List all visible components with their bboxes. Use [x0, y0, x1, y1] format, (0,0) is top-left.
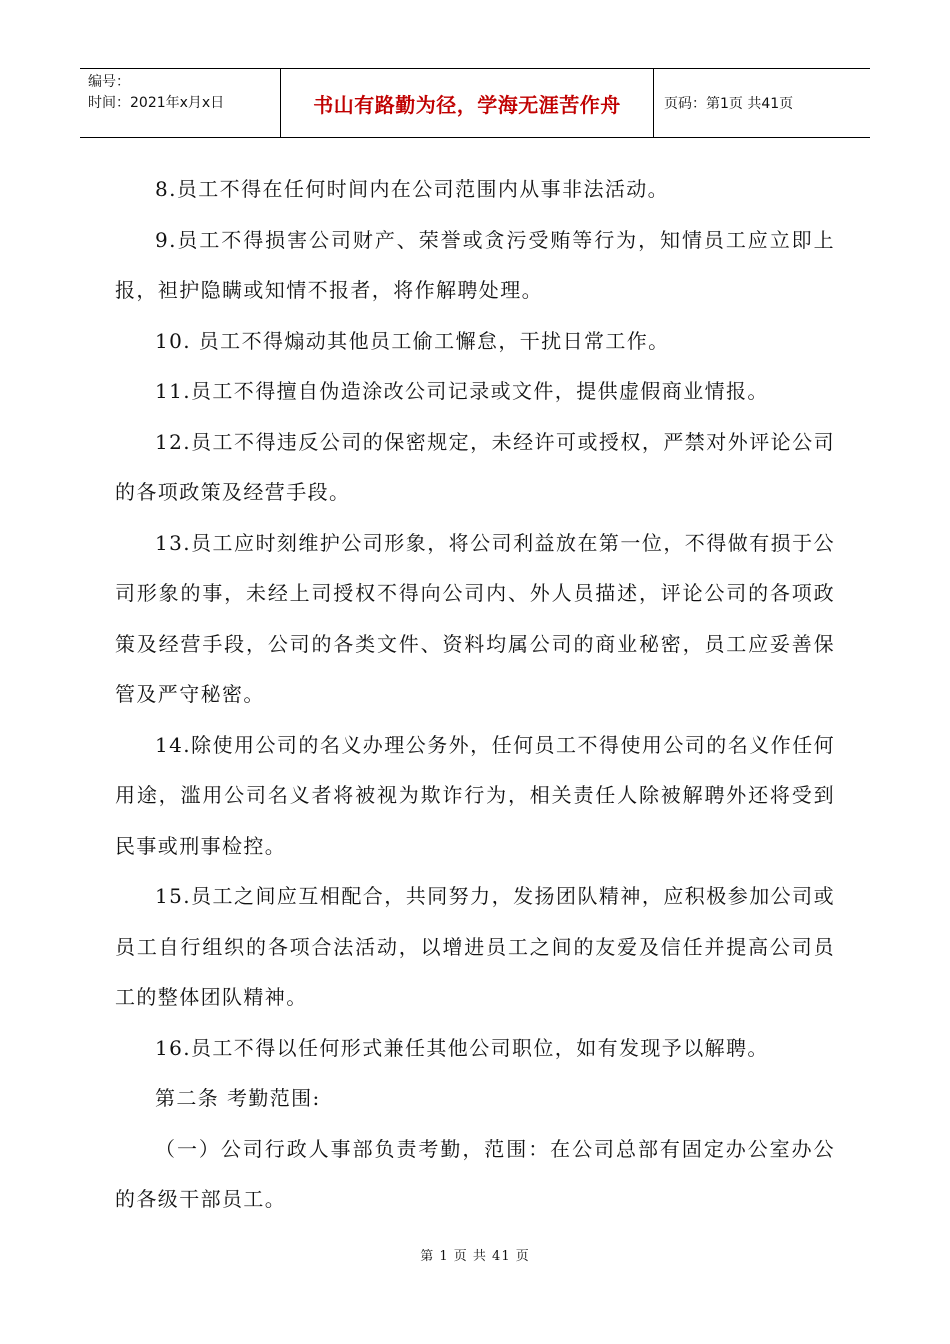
page-footer: 第 1 页 共 41 页 [420, 1249, 530, 1264]
paragraph-rule-10: 10. 员工不得煽动其他员工偷工懈怠，干扰日常工作。 [155, 328, 670, 353]
paragraph-rule-9: 9.员工不得损害公司财产、荣誉或贪污受贿等行为，知情员工应立即上报，袒护隐瞒或知情不报者，将作解聘处理。 [115, 227, 835, 302]
paragraph-rule-11: 11.员工不得擅自伪造涂改公司记录或文件，提供虚假商业情报。 [155, 379, 769, 403]
header-motto: 书山有路勤为径，学海无涯苦作舟 [313, 92, 621, 117]
header-motto-cell [281, 69, 654, 137]
article-heading: 第二条 考勤范围: [155, 1086, 321, 1110]
document-number-label: 编号： [88, 74, 130, 90]
header-page-info-cell [654, 69, 870, 137]
paragraph-rule-13: 13.员工应时刻维护公司形象，将公司利益放在第一位，不得做有损于公司形象的事，未经上司授权不得向公司内、外人员描述，评论公司的各项政策及经营手段，公司的各类文件、资料均属公司的商业秘密，员工应妥善保管及严守秘密。 [115, 530, 835, 706]
document-body [115, 164, 835, 1225]
paragraph-rule-15: 15.员工之间应互相配合，共同努力，发扬团队精神，应积极参加公司或员工自行组织的各项合法活动，以增进员工之间的友爱及信任并提高公司员工的整体团队精神。 [115, 884, 835, 1009]
page-header [80, 68, 870, 138]
paragraph-rule-12: 12.员工不得违反公司的保密规定，未经许可或授权，严禁对外评论公司的各项政策及经营手段。 [115, 429, 835, 504]
paragraph-rule-16: 16.员工不得以任何形式兼任其他公司职位，如有发现予以解聘。 [155, 1035, 769, 1060]
paragraph-attendance-scope: （一）公司行政人事部负责考勤，范围：在公司总部有固定办公室办公的各级干部员工。 [115, 1136, 835, 1211]
document-time-label: 时间：2021年x月x日 [88, 95, 225, 111]
paragraph-rule-8: 8.员工不得在任何时间内在公司范围内从事非法活动。 [155, 177, 670, 201]
paragraph-rule-14: 14.除使用公司的名义办理公务外，任何员工不得使用公司的名义作任何用途，滥用公司名义者将被视为欺诈行为，相关责任人除被解聘外还将受到民事或刑事检控。 [115, 732, 835, 858]
header-meta [80, 69, 281, 137]
header-page-info: 页码：第1页 共41页 [664, 96, 794, 112]
